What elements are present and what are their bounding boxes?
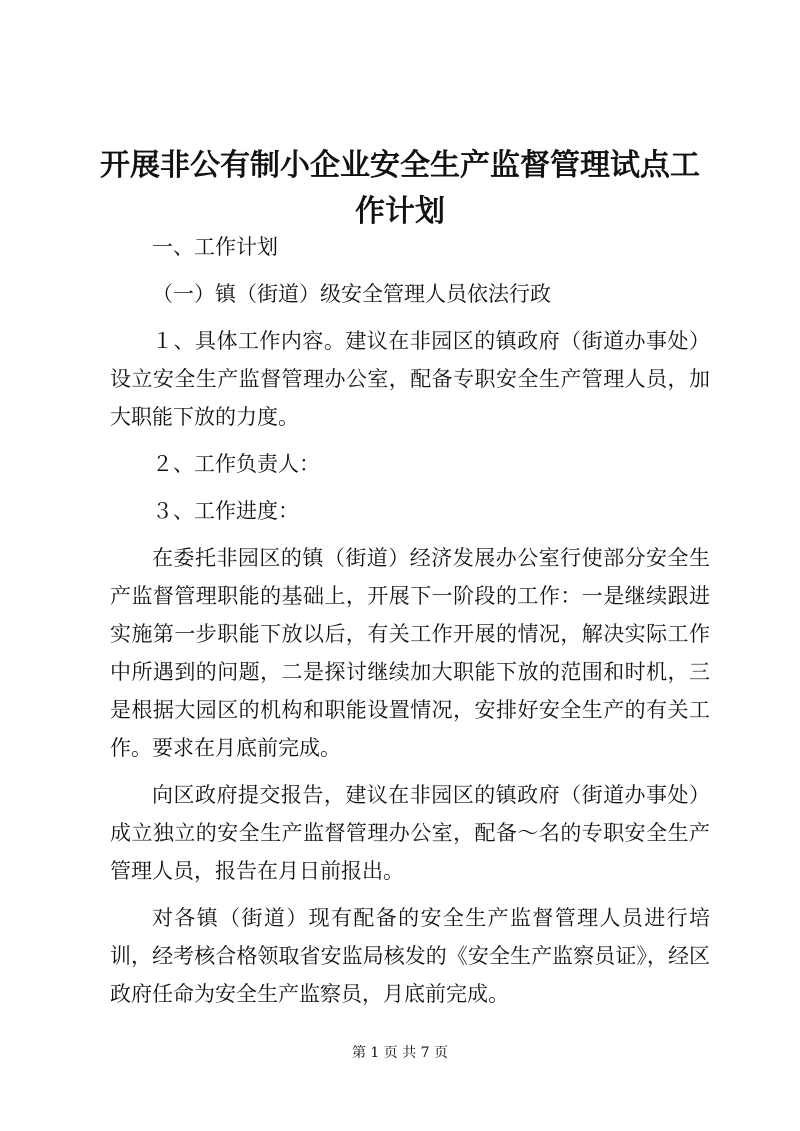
paragraph-progress-heading: ３、工作进度： xyxy=(152,499,299,523)
document-title: 开展非公有制小企业安全生产监督管理试点工作计划 xyxy=(100,148,700,229)
paragraph-training: 对各镇（街道）现有配备的安全生产监督管理人员进行培训，经考核合格领取省安监局核发的《安全生产监察员证》，经区政府任命为安全生产监察员，月底前完成。 xyxy=(110,906,710,1006)
subsection-heading: （一）镇（街道）级安全管理人员依法行政 xyxy=(152,282,551,306)
section-heading: 一、工作计划 xyxy=(152,235,278,259)
paragraph-work-content: １、具体工作内容。建议在非园区的镇政府（街道办事处）设立安全生产监督管理办公室，配备专职安全生产管理人员，加大职能下放的力度。 xyxy=(110,329,710,429)
paragraph-progress-detail: 在委托非园区的镇（街道）经济发展办公室行使部分安全生产监督管理职能的基础上，开展下一阶段的工作：一是继续跟进实施第一步职能下放以后，有关工作开展的情况，解决实际工作中所遇到的问题，二是探讨继续加大职能下放的范围和时机，三是根据大园区的机构和职能设置情况，安排好安全生产的有关工作。要求在月底前完成。 xyxy=(110,546,710,760)
paragraph-report: 向区政府提交报告，建议在非园区的镇政府（街道办事处）成立独立的安全生产监督管理办公室，配备～名的专职安全生产管理人员，报告在月日前报出。 xyxy=(110,783,710,883)
page-number: 第 1 页 共 7 页 xyxy=(351,1045,449,1061)
document-body xyxy=(110,228,710,1022)
paragraph-responsible-person: ２、工作负责人： xyxy=(152,452,320,476)
